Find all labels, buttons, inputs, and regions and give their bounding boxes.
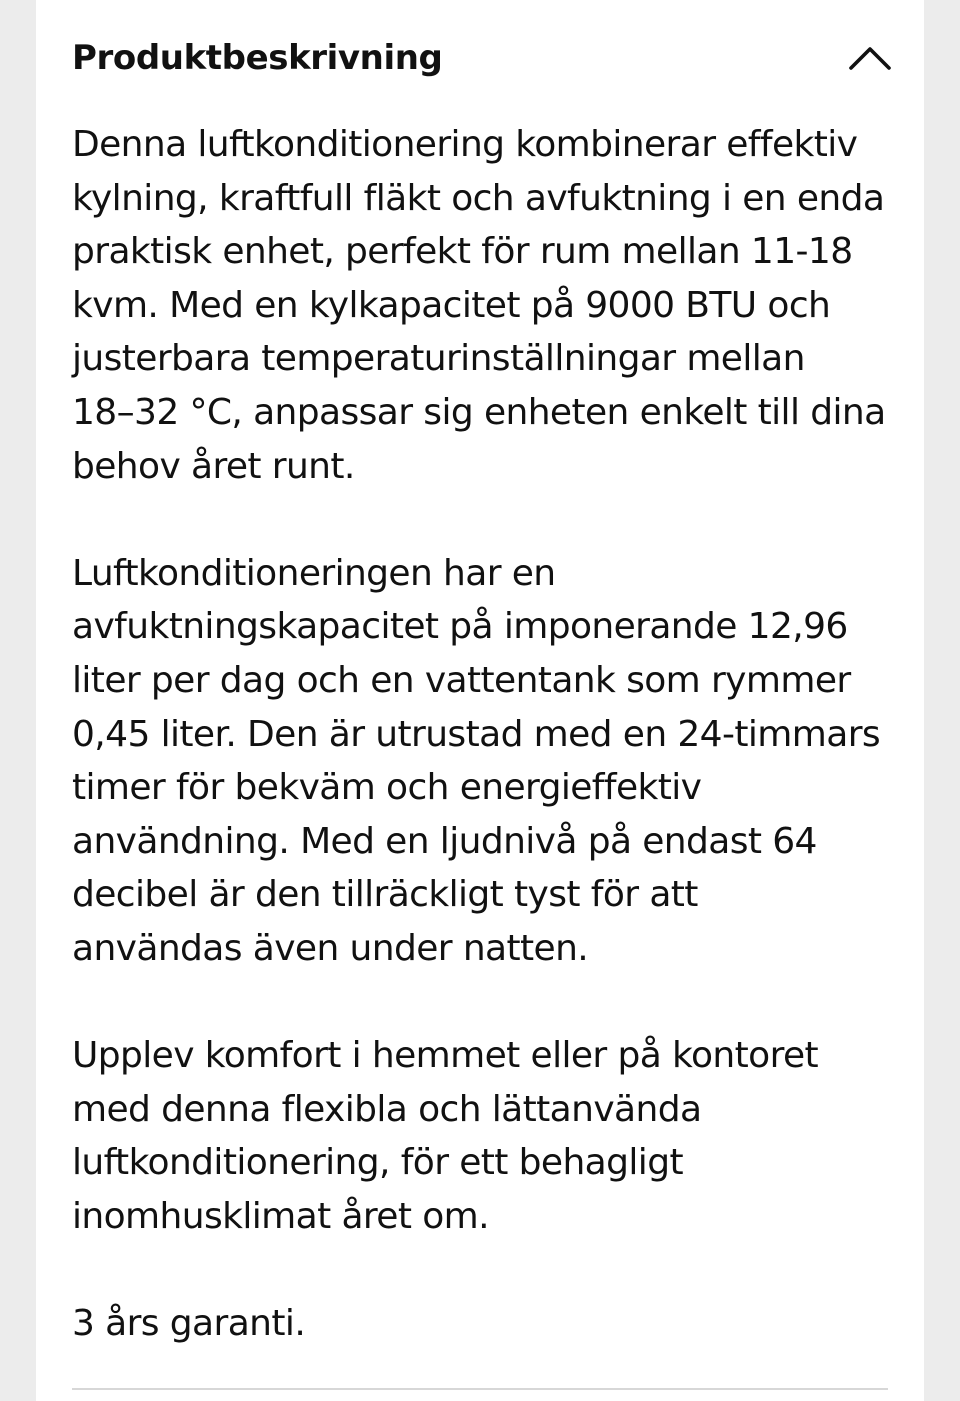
warranty-text: 3 års garanti. [72, 1303, 306, 1345]
section-title: Produktbeskrivning [72, 38, 443, 78]
text-line: behov året runt. [72, 445, 355, 487]
text-line: decibel är den tillräckligt tyst för att [72, 874, 698, 916]
product-description-text [72, 118, 888, 1351]
text-line: användas även under natten. [72, 927, 589, 969]
description-paragraph-1 [72, 118, 888, 493]
text-line: avfuktningskapacitet på imponerande 12,96 [72, 606, 848, 648]
text-line: kvm. Med en kylkapacitet på 9000 BTU och [72, 284, 831, 326]
description-paragraph-3 [72, 1029, 888, 1243]
text-line: luftkonditionering, för ett behagligt [72, 1142, 683, 1184]
text-line: 18–32 °C, anpassar sig enheten enkelt till dina [72, 391, 886, 433]
text-line: Upplev komfort i hemmet eller på kontoret [72, 1035, 819, 1077]
product-description-panel [36, 0, 924, 1401]
text-line: timer för bekväm och energieffektiv [72, 767, 702, 809]
description-paragraph-2 [72, 547, 888, 976]
warranty-paragraph [72, 1297, 888, 1351]
text-line: liter per dag och en vattentank som rymmer [72, 659, 851, 701]
text-line: Luftkonditioneringen har en [72, 552, 556, 594]
text-line: med denna flexibla och lättanvända [72, 1088, 702, 1130]
text-line: inomhusklimat året om. [72, 1195, 489, 1237]
text-line: 0,45 liter. Den är utrustad med en 24-timmars [72, 713, 881, 755]
text-line: praktisk enhet, perfekt för rum mellan 11-18 [72, 231, 853, 273]
text-line: Denna luftkonditionering kombinerar effektiv [72, 124, 858, 165]
text-line: användning. Med en ljudnivå på endast 64 [72, 820, 817, 862]
chevron-up-icon[interactable] [846, 34, 894, 82]
text-line: kylning, kraftfull fläkt och avfuktning i en enda [72, 177, 885, 219]
chevron-up-icon-graphic [848, 45, 892, 71]
product-description-header[interactable] [72, 28, 888, 88]
text-line: justerbara temperaturinställningar mellan [72, 338, 805, 380]
section-divider [72, 1388, 888, 1390]
